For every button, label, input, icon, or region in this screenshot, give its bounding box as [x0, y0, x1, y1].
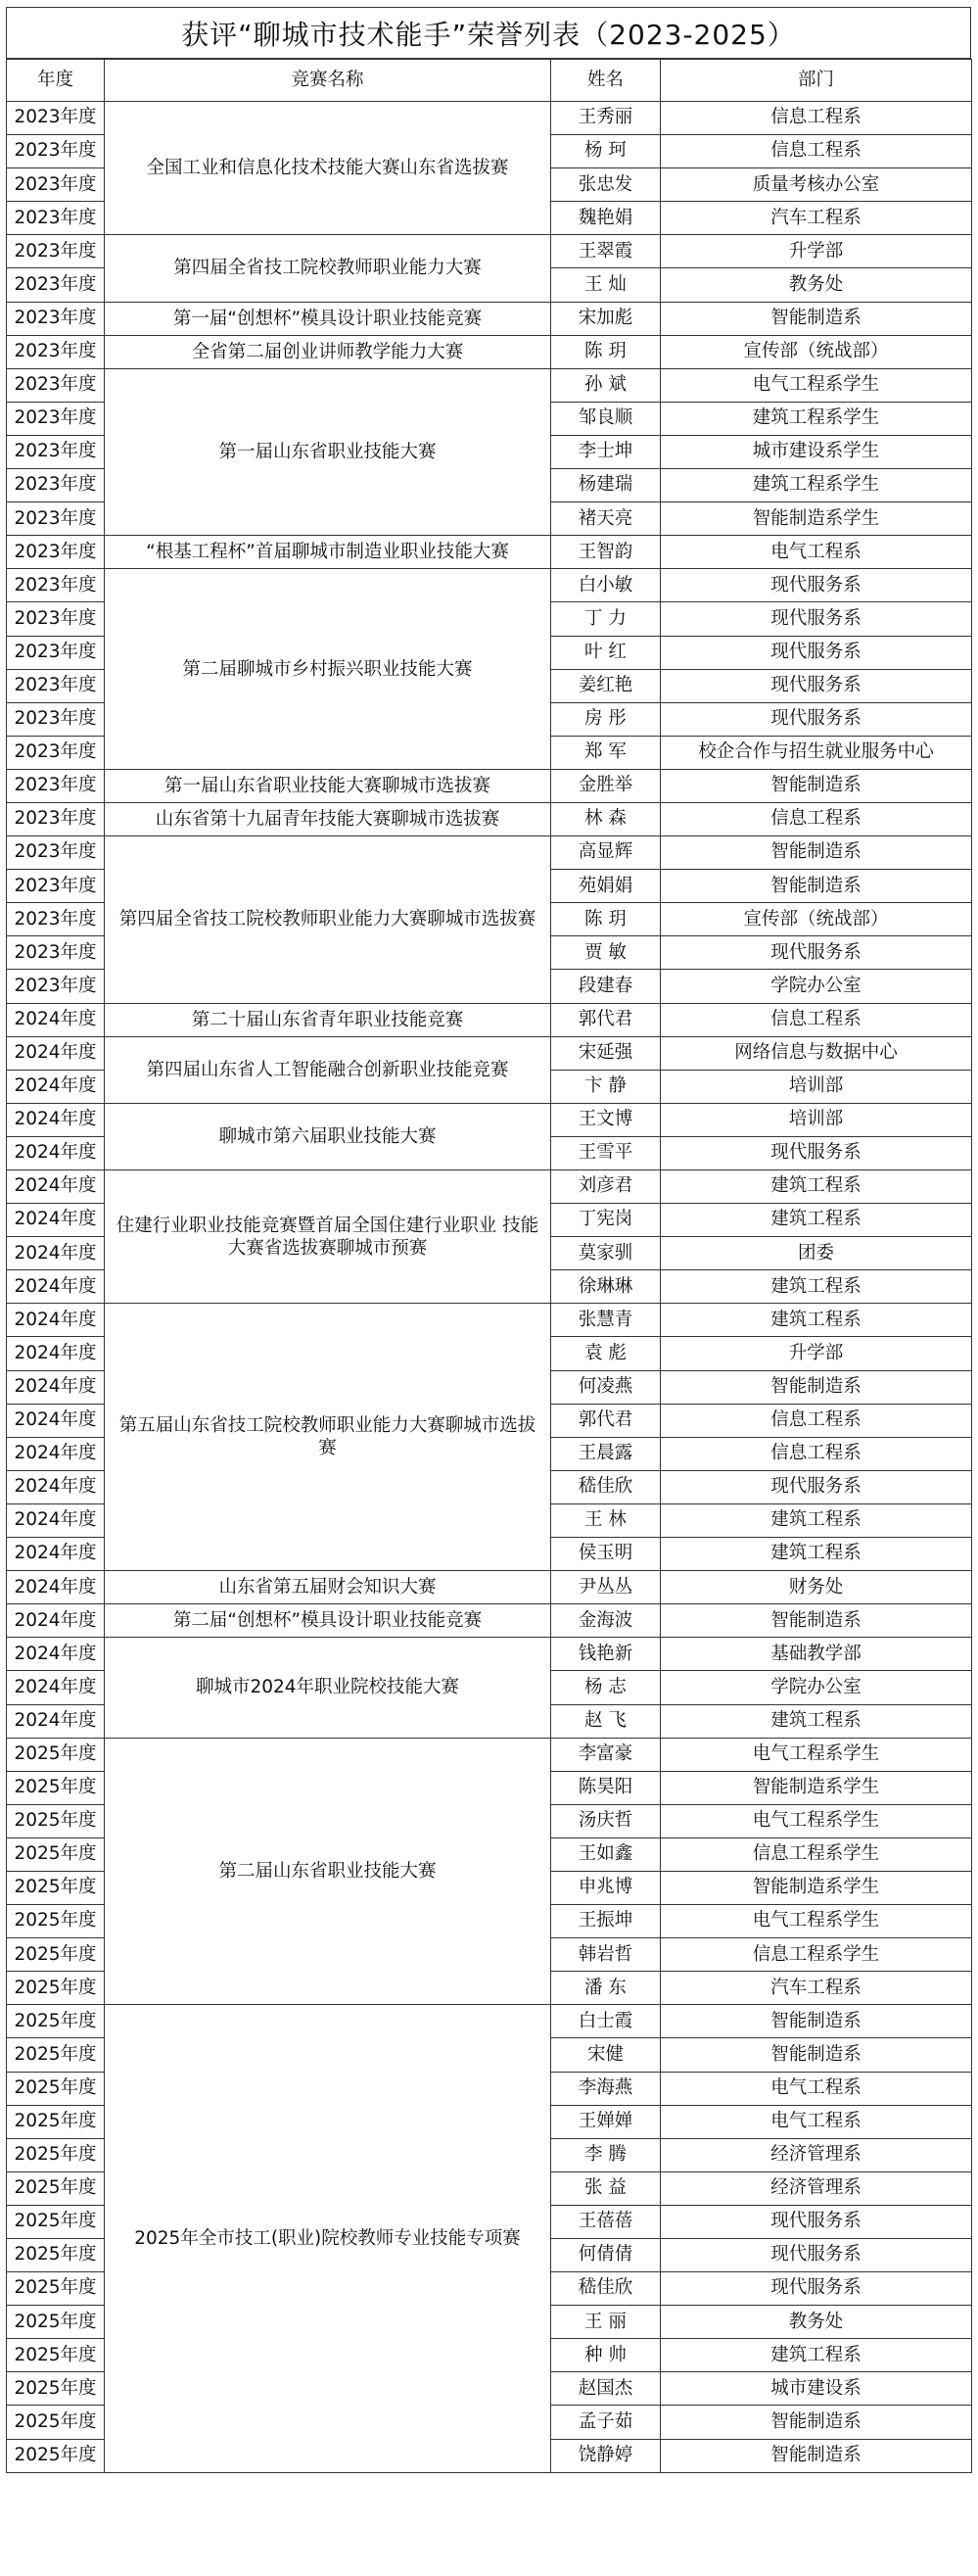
name-cell: 白士霞 [551, 2005, 661, 2038]
year-cell: 2023年度 [7, 536, 105, 569]
year-cell: 2024年度 [7, 1036, 105, 1070]
header-name: 姓名 [551, 60, 661, 102]
name-cell: 陈昊阳 [551, 1771, 661, 1804]
year-cell: 2023年度 [7, 702, 105, 736]
department-cell: 建筑工程系学生 [661, 469, 972, 502]
name-cell: 王婵婵 [551, 2105, 661, 2138]
department-cell: 智能制造系 [661, 2439, 972, 2472]
name-cell: 嵇佳欣 [551, 2272, 661, 2306]
table-row [7, 1036, 972, 1070]
department-cell: 智能制造系学生 [661, 1771, 972, 1804]
department-cell: 汽车工程系 [661, 202, 972, 235]
table-row [7, 802, 972, 835]
competition-cell: 聊城市第六届职业技能大赛 [105, 1103, 551, 1169]
department-cell: 智能制造系 [661, 2005, 972, 2038]
name-cell: 丁 力 [551, 602, 661, 636]
year-cell: 2024年度 [7, 1003, 105, 1036]
department-cell: 学院办公室 [661, 1671, 972, 1704]
name-cell: 侯玉明 [551, 1538, 661, 1571]
department-cell: 经济管理系 [661, 2171, 972, 2205]
name-cell: 宋加彪 [551, 302, 661, 335]
table-row [7, 1571, 972, 1604]
name-cell: 林 森 [551, 802, 661, 835]
year-cell: 2023年度 [7, 135, 105, 168]
year-cell: 2024年度 [7, 1638, 105, 1671]
department-cell: 建筑工程系 [661, 1170, 972, 1204]
department-cell: 建筑工程系 [661, 2339, 972, 2372]
competition-cell: 山东省第五届财会知识大赛 [105, 1571, 551, 1604]
year-cell: 2025年度 [7, 1771, 105, 1804]
department-cell: 经济管理系 [661, 2138, 972, 2171]
competition-cell: 第四届山东省人工智能融合创新职业技能竞赛 [105, 1036, 551, 1103]
year-cell: 2025年度 [7, 1738, 105, 1771]
department-cell: 智能制造系学生 [661, 502, 972, 536]
year-cell: 2023年度 [7, 469, 105, 502]
year-cell: 2025年度 [7, 2306, 105, 2339]
year-cell: 2024年度 [7, 1270, 105, 1304]
year-cell: 2023年度 [7, 736, 105, 769]
name-cell: 杨 珂 [551, 135, 661, 168]
department-cell: 智能制造系 [661, 1604, 972, 1638]
table-row [7, 836, 972, 870]
department-cell: 智能制造系 [661, 836, 972, 870]
year-cell: 2023年度 [7, 903, 105, 936]
department-cell: 现代服务系 [661, 2239, 972, 2272]
department-cell: 信息工程系 [661, 1003, 972, 1036]
name-cell: 白小敏 [551, 569, 661, 602]
department-cell: 团委 [661, 1237, 972, 1270]
name-cell: 王振坤 [551, 1905, 661, 1938]
year-cell: 2025年度 [7, 1905, 105, 1938]
name-cell: 徐琳琳 [551, 1270, 661, 1304]
name-cell: 何凌燕 [551, 1370, 661, 1404]
name-cell: 杨建瑞 [551, 469, 661, 502]
year-cell: 2024年度 [7, 1437, 105, 1470]
department-cell: 智能制造系 [661, 870, 972, 903]
competition-cell: 住建行业职业技能竞赛暨首届全国住建行业职业 技能大赛省选拔赛聊城市预赛 [105, 1170, 551, 1304]
name-cell: 王翠霞 [551, 235, 661, 268]
department-cell: 智能制造系 [661, 769, 972, 802]
name-cell: 何倩倩 [551, 2239, 661, 2272]
name-cell: 孙 斌 [551, 368, 661, 402]
department-cell: 建筑工程系 [661, 1270, 972, 1304]
name-cell: 房 彤 [551, 702, 661, 736]
name-cell: 王晨露 [551, 1437, 661, 1470]
year-cell: 2023年度 [7, 168, 105, 202]
year-cell: 2025年度 [7, 2138, 105, 2171]
department-cell: 信息工程系 [661, 102, 972, 135]
year-cell: 2025年度 [7, 1938, 105, 1972]
name-cell: 尹丛丛 [551, 1571, 661, 1604]
name-cell: 陈 玥 [551, 335, 661, 368]
name-cell: 汤庆哲 [551, 1804, 661, 1837]
name-cell: 种 帅 [551, 2339, 661, 2372]
year-cell: 2024年度 [7, 1103, 105, 1136]
year-cell: 2025年度 [7, 2239, 105, 2272]
year-cell: 2024年度 [7, 1204, 105, 1237]
name-cell: 李海燕 [551, 2072, 661, 2105]
competition-cell: 第一届“创想杯”模具设计职业技能竞赛 [105, 302, 551, 335]
name-cell: 饶静婷 [551, 2439, 661, 2472]
name-cell: 张忠发 [551, 168, 661, 202]
year-cell: 2024年度 [7, 1538, 105, 1571]
table-row [7, 235, 972, 268]
year-cell: 2023年度 [7, 870, 105, 903]
competition-cell: 第二十届山东省青年职业技能竞赛 [105, 1003, 551, 1036]
department-cell: 城市建设系 [661, 2372, 972, 2406]
name-cell: 钱艳新 [551, 1638, 661, 1671]
name-cell: 申兆博 [551, 1871, 661, 1904]
year-cell: 2023年度 [7, 435, 105, 468]
name-cell: 段建春 [551, 970, 661, 1003]
department-cell: 建筑工程系 [661, 1538, 972, 1571]
department-cell: 现代服务系 [661, 2205, 972, 2238]
department-cell: 信息工程系 [661, 1437, 972, 1470]
year-cell: 2025年度 [7, 2406, 105, 2439]
year-cell: 2023年度 [7, 102, 105, 135]
department-cell: 信息工程系 [661, 1404, 972, 1437]
year-cell: 2023年度 [7, 268, 105, 302]
department-cell: 升学部 [661, 235, 972, 268]
department-cell: 电气工程系 [661, 2105, 972, 2138]
year-cell: 2025年度 [7, 1871, 105, 1904]
year-cell: 2025年度 [7, 2372, 105, 2406]
department-cell: 建筑工程系 [661, 1204, 972, 1237]
department-cell: 汽车工程系 [661, 1972, 972, 2005]
year-cell: 2023年度 [7, 335, 105, 368]
department-cell: 基础教学部 [661, 1638, 972, 1671]
year-cell: 2023年度 [7, 636, 105, 669]
name-cell: 贾 敏 [551, 936, 661, 970]
competition-cell: 第一届山东省职业技能大赛聊城市选拔赛 [105, 769, 551, 802]
year-cell: 2024年度 [7, 1571, 105, 1604]
header-year: 年度 [7, 60, 105, 102]
department-cell: 现代服务系 [661, 669, 972, 702]
competition-cell: 全国工业和信息化技术技能大赛山东省选拔赛 [105, 102, 551, 235]
department-cell: 智能制造系 [661, 302, 972, 335]
year-cell: 2024年度 [7, 1136, 105, 1169]
department-cell: 质量考核办公室 [661, 168, 972, 202]
year-cell: 2025年度 [7, 2005, 105, 2038]
table-row [7, 1103, 972, 1136]
table-row [7, 1738, 972, 1771]
table-row [7, 536, 972, 569]
name-cell: 金海波 [551, 1604, 661, 1638]
year-cell: 2025年度 [7, 1837, 105, 1871]
department-cell: 校企合作与招生就业服务中心 [661, 736, 972, 769]
header-competition: 竞赛名称 [105, 60, 551, 102]
year-cell: 2025年度 [7, 2171, 105, 2205]
page-title: 获评“聊城市技术能手”荣誉列表（2023-2025） [6, 7, 971, 59]
year-cell: 2025年度 [7, 1972, 105, 2005]
department-cell: 宣传部（统战部） [661, 335, 972, 368]
table-row [7, 368, 972, 402]
table-row [7, 1170, 972, 1204]
year-cell: 2025年度 [7, 2105, 105, 2138]
competition-cell: 山东省第十九届青年技能大赛聊城市选拔赛 [105, 802, 551, 835]
department-cell: 电气工程系 [661, 2072, 972, 2105]
table-row [7, 569, 972, 602]
competition-cell: 第一届山东省职业技能大赛 [105, 368, 551, 535]
competition-cell: 第四届全省技工院校教师职业能力大赛聊城市选拔赛 [105, 836, 551, 1003]
department-cell: 现代服务系 [661, 1470, 972, 1503]
department-cell: 升学部 [661, 1337, 972, 1370]
name-cell: 韩岩哲 [551, 1938, 661, 1972]
name-cell: 叶 红 [551, 636, 661, 669]
name-cell: 陈 玥 [551, 903, 661, 936]
name-cell: 张慧青 [551, 1304, 661, 1337]
year-cell: 2023年度 [7, 802, 105, 835]
department-cell: 建筑工程系 [661, 1704, 972, 1738]
year-cell: 2024年度 [7, 1503, 105, 1537]
name-cell: 丁宪岗 [551, 1204, 661, 1237]
department-cell: 智能制造系学生 [661, 1871, 972, 1904]
year-cell: 2025年度 [7, 2072, 105, 2105]
competition-cell: 全省第二届创业讲师教学能力大赛 [105, 335, 551, 368]
name-cell: 郭代君 [551, 1404, 661, 1437]
header-row [7, 60, 972, 102]
name-cell: 王文博 [551, 1103, 661, 1136]
name-cell: 郑 军 [551, 736, 661, 769]
name-cell: 王 林 [551, 1503, 661, 1537]
department-cell: 现代服务系 [661, 936, 972, 970]
year-cell: 2023年度 [7, 402, 105, 435]
name-cell: 张 益 [551, 2171, 661, 2205]
name-cell: 嵇佳欣 [551, 1470, 661, 1503]
name-cell: 王秀丽 [551, 102, 661, 135]
department-cell: 信息工程系学生 [661, 1837, 972, 1871]
department-cell: 培训部 [661, 1103, 972, 1136]
table-row [7, 1003, 972, 1036]
name-cell: 赵国杰 [551, 2372, 661, 2406]
competition-cell: 2025年全市技工(职业)院校教师专业技能专项赛 [105, 2005, 551, 2472]
department-cell: 学院办公室 [661, 970, 972, 1003]
table-row [7, 1304, 972, 1337]
name-cell: 王 灿 [551, 268, 661, 302]
department-cell: 智能制造系 [661, 2038, 972, 2072]
name-cell: 高显辉 [551, 836, 661, 870]
name-cell: 王如鑫 [551, 1837, 661, 1871]
table-row [7, 335, 972, 368]
department-cell: 财务处 [661, 1571, 972, 1604]
year-cell: 2024年度 [7, 1470, 105, 1503]
name-cell: 苑娟娟 [551, 870, 661, 903]
department-cell: 网络信息与数据中心 [661, 1036, 972, 1070]
year-cell: 2023年度 [7, 302, 105, 335]
department-cell: 建筑工程系 [661, 1503, 972, 1537]
year-cell: 2023年度 [7, 669, 105, 702]
department-cell: 培训部 [661, 1070, 972, 1103]
name-cell: 褚天亮 [551, 502, 661, 536]
department-cell: 电气工程系学生 [661, 1804, 972, 1837]
name-cell: 卞 静 [551, 1070, 661, 1103]
department-cell: 智能制造系 [661, 2406, 972, 2439]
department-cell: 现代服务系 [661, 636, 972, 669]
department-cell: 教务处 [661, 268, 972, 302]
year-cell: 2023年度 [7, 235, 105, 268]
year-cell: 2024年度 [7, 1237, 105, 1270]
competition-cell: 第四届全省技工院校教师职业能力大赛 [105, 235, 551, 302]
competition-cell: 聊城市2024年职业院校技能大赛 [105, 1638, 551, 1738]
competition-cell: 第五届山东省技工院校教师职业能力大赛聊城市选拔赛 [105, 1304, 551, 1571]
table-row [7, 1638, 972, 1671]
competition-cell: 第二届聊城市乡村振兴职业技能大赛 [105, 569, 551, 770]
department-cell: 电气工程系学生 [661, 1738, 972, 1771]
year-cell: 2023年度 [7, 202, 105, 235]
year-cell: 2023年度 [7, 936, 105, 970]
year-cell: 2024年度 [7, 1671, 105, 1704]
department-cell: 建筑工程系学生 [661, 402, 972, 435]
department-cell: 城市建设系学生 [661, 435, 972, 468]
table-body [7, 102, 972, 2473]
department-cell: 电气工程系学生 [661, 368, 972, 402]
year-cell: 2024年度 [7, 1704, 105, 1738]
year-cell: 2023年度 [7, 602, 105, 636]
name-cell: 杨 志 [551, 1671, 661, 1704]
name-cell: 潘 东 [551, 1972, 661, 2005]
year-cell: 2025年度 [7, 2272, 105, 2306]
name-cell: 王雪平 [551, 1136, 661, 1169]
department-cell: 现代服务系 [661, 2272, 972, 2306]
department-cell: 现代服务系 [661, 602, 972, 636]
name-cell: 赵 飞 [551, 1704, 661, 1738]
department-cell: 建筑工程系 [661, 1304, 972, 1337]
department-cell: 智能制造系 [661, 1370, 972, 1404]
year-cell: 2025年度 [7, 2205, 105, 2238]
name-cell: 刘彦君 [551, 1170, 661, 1204]
year-cell: 2025年度 [7, 2439, 105, 2472]
department-cell: 信息工程系学生 [661, 1938, 972, 1972]
table-row [7, 302, 972, 335]
year-cell: 2023年度 [7, 769, 105, 802]
department-cell: 宣传部（统战部） [661, 903, 972, 936]
name-cell: 姜红艳 [551, 669, 661, 702]
year-cell: 2023年度 [7, 569, 105, 602]
honor-table [6, 59, 972, 2473]
table-row [7, 1604, 972, 1638]
name-cell: 李士坤 [551, 435, 661, 468]
name-cell: 莫家驯 [551, 1237, 661, 1270]
competition-cell: “根基工程杯”首届聊城市制造业职业技能大赛 [105, 536, 551, 569]
year-cell: 2023年度 [7, 970, 105, 1003]
competition-cell: 第二届山东省职业技能大赛 [105, 1738, 551, 2005]
table-row [7, 102, 972, 135]
department-cell: 电气工程系学生 [661, 1905, 972, 1938]
name-cell: 袁 彪 [551, 1337, 661, 1370]
table-row [7, 769, 972, 802]
year-cell: 2024年度 [7, 1070, 105, 1103]
department-cell: 现代服务系 [661, 1136, 972, 1169]
year-cell: 2025年度 [7, 2339, 105, 2372]
name-cell: 王智韵 [551, 536, 661, 569]
year-cell: 2023年度 [7, 368, 105, 402]
competition-cell: 第二届“创想杯”模具设计职业技能竞赛 [105, 1604, 551, 1638]
name-cell: 宋延强 [551, 1036, 661, 1070]
name-cell: 魏艳娟 [551, 202, 661, 235]
year-cell: 2024年度 [7, 1337, 105, 1370]
year-cell: 2023年度 [7, 502, 105, 536]
name-cell: 宋健 [551, 2038, 661, 2072]
name-cell: 邹良顺 [551, 402, 661, 435]
header-department: 部门 [661, 60, 972, 102]
year-cell: 2024年度 [7, 1304, 105, 1337]
year-cell: 2024年度 [7, 1370, 105, 1404]
name-cell: 金胜举 [551, 769, 661, 802]
year-cell: 2024年度 [7, 1404, 105, 1437]
year-cell: 2025年度 [7, 2038, 105, 2072]
name-cell: 李富豪 [551, 1738, 661, 1771]
department-cell: 信息工程系 [661, 135, 972, 168]
year-cell: 2024年度 [7, 1604, 105, 1638]
year-cell: 2025年度 [7, 1804, 105, 1837]
department-cell: 教务处 [661, 2306, 972, 2339]
department-cell: 信息工程系 [661, 802, 972, 835]
department-cell: 现代服务系 [661, 702, 972, 736]
department-cell: 现代服务系 [661, 569, 972, 602]
name-cell: 郭代君 [551, 1003, 661, 1036]
table-row [7, 2005, 972, 2038]
name-cell: 孟子茹 [551, 2406, 661, 2439]
name-cell: 王 丽 [551, 2306, 661, 2339]
name-cell: 王蓓蓓 [551, 2205, 661, 2238]
name-cell: 李 腾 [551, 2138, 661, 2171]
department-cell: 电气工程系 [661, 536, 972, 569]
year-cell: 2023年度 [7, 836, 105, 870]
year-cell: 2024年度 [7, 1170, 105, 1204]
